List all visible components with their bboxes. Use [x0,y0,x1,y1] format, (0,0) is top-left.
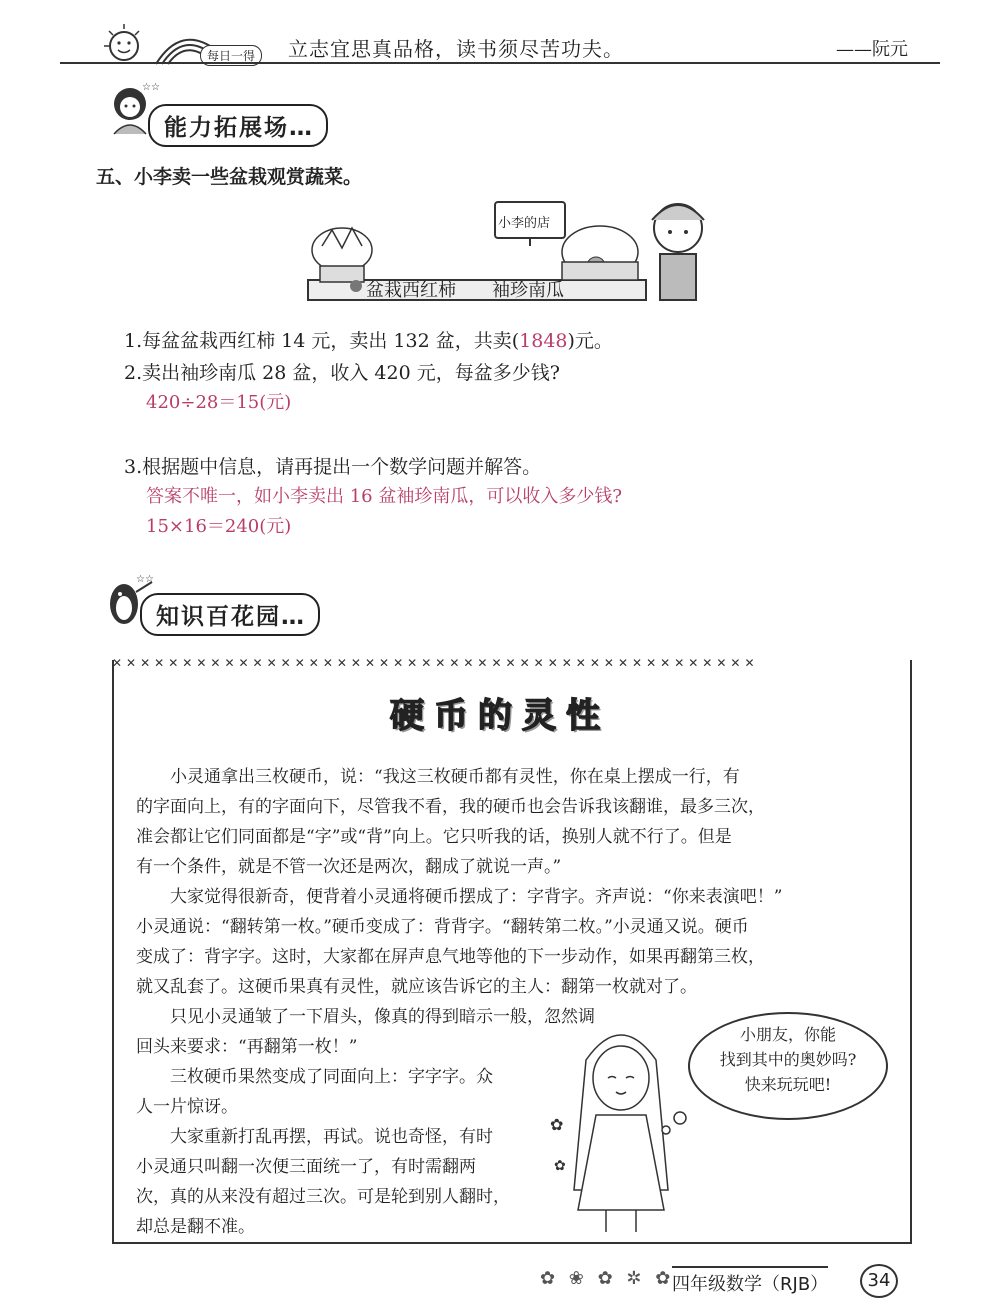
story-paragraph-4 [136,1062,556,1122]
boy-seller-icon [652,204,704,300]
story-line: 小灵通只叫翻一次便三面统一了，有时需翻两 [136,1157,476,1177]
story-paragraph-5 [136,1122,556,1242]
box-stitch-border: ✕✕✕✕✕✕✕✕✕✕✕✕✕✕✕✕✕✕✕✕✕✕✕✕✕✕✕✕✕✕✕✕✕✕✕✕✕✕✕✕✕✕✕✕✕✕ [112,656,759,670]
question-3: 3.根据题中信息，请再提出一个数学问题并解答。 [124,456,542,478]
question-1-suffix: )元。 [567,330,613,352]
story-line: 人一片惊讶。 [136,1097,238,1117]
tomato-plant-icon [312,228,372,292]
story-paragraph-2 [136,882,896,1002]
story-title: 硬币的灵性 [390,696,610,736]
header-divider [60,62,940,64]
header-motto: 立志宜思真品格，读书须尽苦功夫。 [288,37,624,61]
svg-text:☆☆: ☆☆ [142,82,160,93]
shop-sign: 小李的店 [498,216,551,231]
question-2-answer: 420÷28＝15(元) [146,392,292,413]
section-banner-knowledge: 知识百花园… [140,593,320,636]
story-line: 准会都让它们同面都是“字”或“背”向上。它只听我的话，换别人就不行了。但是 [136,827,732,847]
story-line: 大家觉得很新奇，便背着小灵通将硬币摆成了：字背字。齐声说：“你来表演吧！” [170,887,783,907]
story-line: 就又乱套了。这硬币果真有灵性，就应该告诉它的主人：翻第一枚就对了。 [136,977,697,997]
bubble-tail-icon [652,1110,692,1150]
story-line: 大家重新打乱再摆，再试。说也奇怪，有时 [170,1127,493,1147]
bubble-line: 小朋友，你能 [739,1025,836,1044]
footer-flower-decoration-icon: ✿ ❀ ✿ ✲ ✿ [540,1268,675,1289]
question-3-answer-line2: 15×16＝240(元) [146,516,292,537]
plant-label-tomato: 盆栽西红柿 [366,280,456,301]
bubble-line: 快来玩玩吧! [744,1075,832,1094]
section-banner-ability: 能力拓展场… [148,104,328,147]
header-author: ——阮元 [836,39,908,60]
story-line: 三枚硬币果然变成了同面向上：字字字。众 [170,1067,493,1087]
page-number: 34 [860,1264,898,1298]
daily-badge: 每日一得 [200,45,262,66]
story-line: 却总是翻不准。 [136,1217,255,1237]
footer-grade-label: 四年级数学（RJB） [672,1266,828,1296]
story-line: 只见小灵通皱了一下眉头，像真的得到暗示一般，忽然调 [170,1007,595,1027]
question-3-answer-line1: 答案不唯一，如小李卖出 16 盆袖珍南瓜，可以收入多少钱? [146,486,622,507]
svg-text:✿: ✿ [554,1158,566,1174]
plant-label-pumpkin: 袖珍南瓜 [492,280,564,301]
story-line: 有一个条件，就是不管一次还是两次，翻成了就说一声。” [136,857,562,877]
pumpkin-plant-icon [562,226,638,280]
story-line: 次，真的从来没有超过三次。可是轮到别人翻时， [136,1187,510,1207]
svg-text:✿: ✿ [550,1115,564,1134]
story-paragraph-1 [136,762,896,882]
story-line: 的字面向上，有的字面向下，尽管我不看，我的硬币也会告诉我该翻谁，最多三次， [136,797,765,817]
question-1-answer: 1848 [519,330,568,352]
question-1 [124,326,613,353]
svg-text:☆☆: ☆☆ [136,574,154,585]
speech-bubble [688,1012,888,1120]
story-line: 小灵通说：“翻转第一枚。”硬币变成了：背背字。“翻转第二枚。”小灵通又说。硬币 [136,917,749,937]
story-line: 变成了：背字字。这时，大家都在屏声息气地等他的下一步动作，如果再翻第三枚， [136,947,765,967]
question-2: 2.卖出袖珍南瓜 28 盆，收入 420 元，每盆多少钱? [124,362,560,384]
question-1-prefix: 1.每盆盆栽西红柿 14 元，卖出 132 盆，共卖( [124,330,520,352]
story-line: 回头来要求：“再翻第一枚！” [136,1037,358,1057]
question-title: 五、小李卖一些盆栽观赏蔬菜。 [96,166,363,188]
story-line: 小灵通拿出三枚硬币，说：“我这三枚硬币都有灵性，你在桌上摆成一行，有 [170,767,740,787]
bubble-line: 找到其中的奥妙吗? [719,1050,857,1069]
